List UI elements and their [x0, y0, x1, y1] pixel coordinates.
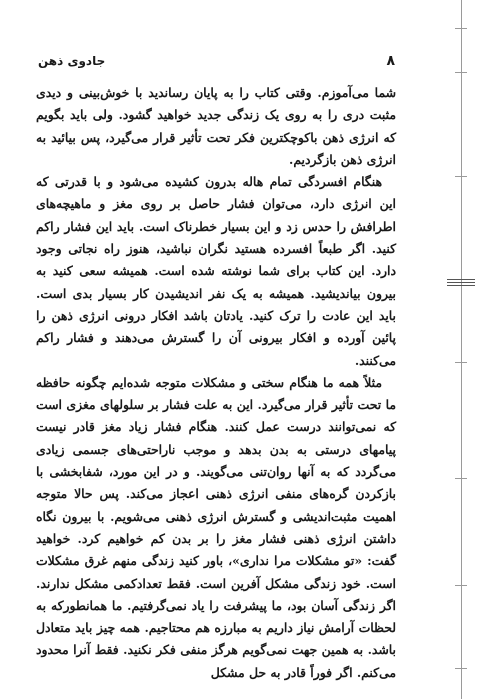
- book-title: جادوی ذهن: [38, 54, 106, 68]
- page-number: ۸: [386, 53, 395, 69]
- margin-tick: [455, 668, 467, 669]
- binding-marks: [441, 0, 481, 699]
- body-text: [36, 82, 396, 684]
- paragraph-3: مثلاً همه ما هنگام سختی و مشکلات متوجه شده‌ایم چگونه حافظه ما تحت تأثیر قرار می‌گیرد. این به علت فشار بر سلولهای مغزی است که نمی‌توانند درست عمل کنند. هنگام فشار زیاد مغز قادر نیست پیامهای درستی به بدن بدهد و موجب ناراحتی‌های جسمی زیادی می‌گردد که به آنها روان‌تنی می‌گویند. و در این مورد، شفابخشی با بازکردن گره‌های منفی انرژی ذهنی اعجاز می‌کند. پس حالا متوجه اهمیت مثبت‌اندیشی و گسترش انرژی ذهنی می‌شویم. با بیرون نگاه داشتن انرژی ذهنی فشار مغز را بر بدن کم خواهیم کرد. خواهید گفت: «تو مشکلات مرا نداری»، باور کنید زندگی منهم غرق مشکلات است. خود زندگی مشکل آفرین است. فقط تعدادکمی مشکل ندارند. اگر زندگی آسان بود، ما پیشرفت را یاد نمی‌گرفتیم. ما همانطورکه به لحظات آرامش نیاز داریم به مبارزه هم محتاجیم. همه چیز باید متعادل باشد. به همین جهت نمی‌گویم هرگز منفی فکر نکنید. فقط آنرا محدود می‌کنم. اگر فوراً قادر به حل مشکل: [36, 374, 397, 680]
- margin-tick: [455, 478, 467, 479]
- margin-tick: [455, 362, 467, 363]
- page-header: [38, 52, 395, 70]
- margin-tick: [455, 176, 467, 177]
- margin-tick: [455, 72, 467, 73]
- margin-tick-dark: [447, 285, 475, 286]
- margin-tick: [455, 28, 467, 29]
- margin-line: [461, 0, 462, 699]
- margin-tick: [455, 585, 467, 586]
- margin-tick-dark: [447, 279, 475, 280]
- paragraph-1: شما می‌آموزم. وقتی کتاب را به پایان رساندید با خوش‌بینی و دیدی مثبت دری را به روی یک زندگی جدید خواهید گشود. ولی باید بگویم که انرژی ذهن باکوچکترین فکر تحت تأثیر قرار می‌گیرد، پس بیائید به انرژی ذهن بازگردیم.: [36, 85, 396, 167]
- paragraph-2: هنگام افسردگی تمام هاله بدرون کشیده می‌شود و با قدرتی که این انرژی دارد، می‌توان فشار حاصل بر روی مغز و ماهیچه‌های اطرافش را حدس زد و این بسیار خطرناک است. باید این فشار راکم کنید. اگر طبعاً افسرده هستید نگران نباشید، هنوز راه نجاتی وجود دارد. این کتاب برای شما نوشته شده است. همیشه سعی کنید به بیرون بیاندیشید. همیشه به یک نفر اندیشیدن کار بسیار بدی است. باید این عادت را ترک کنید. یادتان باشد افکار درونی انرژی ذهن را پائین آورده و افکار بیرونی آن را گسترش می‌دهند و فشار راکم می‌کنند.: [36, 174, 396, 368]
- margin-tick-dark: [447, 282, 475, 283]
